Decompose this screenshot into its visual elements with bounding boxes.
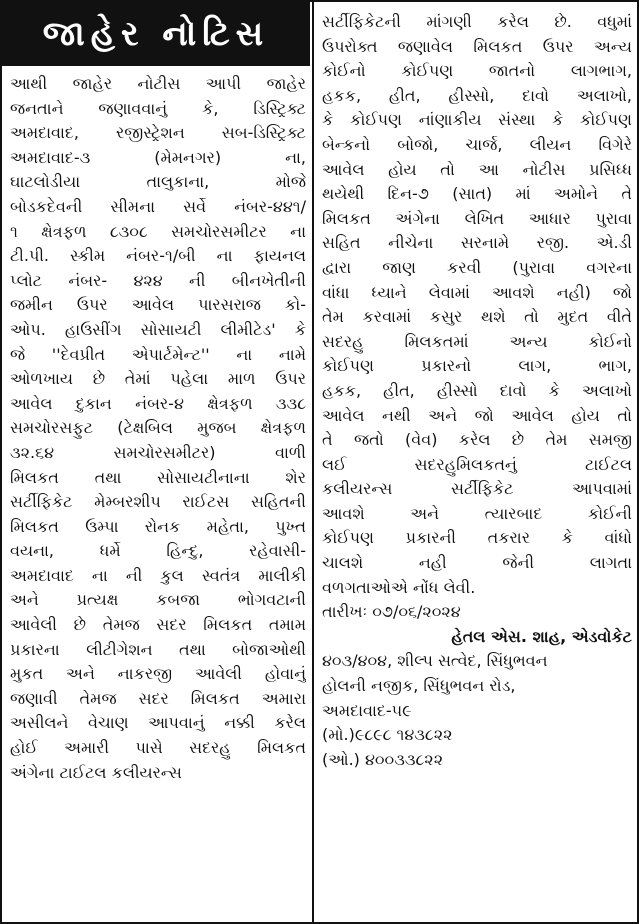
left-text-line: જનતાને જણાવવાનું કે, ડિસ્ટ્રિક્ટ <box>10 98 306 118</box>
left-text-line: હોઈ અમારી પાસે સદરહુ મિલકત <box>10 738 306 758</box>
mobile-number: (મો.)૯૮૯૮ ૧૪૩૮૨૨ <box>322 725 453 745</box>
right-text-line: હકક, હીત, હીસ્સો, દાવો અલાખો, <box>322 85 632 105</box>
office-number: (ઓ.) ૪૦૦૩૩૮૨૨ <box>322 749 444 769</box>
address-line-2: હોલની નજીક, સિંધુભવન રોડ, <box>322 676 516 696</box>
right-text-line: હકક, હીત, હીસ્સો દાવો કે અલાખો <box>322 380 632 400</box>
advocate-name: હેતલ એસ. શાહ, એડવોકેટ <box>451 626 632 646</box>
column-divider <box>312 2 314 922</box>
right-text-line: કોઈપણ પ્રકારની તકરાર કે વાંધો <box>322 528 632 548</box>
notice-title: જાહેર નોટિસ <box>42 14 270 54</box>
left-text-line: અને પ્રત્યક્ષ કબજા ભોગવટાની <box>10 590 306 610</box>
right-text-line: ચાલશે નહી જેની લાગતા <box>322 553 632 573</box>
left-text-line: અમદાવાદ, રજીસ્ટ્રેશન સબ-ડિસ્ટ્રિક્ટ <box>10 123 306 143</box>
left-text-line: ટી.પી. સ્કીમ નંબર-૧/બી ના ફાયનલ <box>10 246 306 266</box>
right-text-line: આવેલ નથી અને જો આવેલ હોય તો <box>322 405 632 425</box>
left-text-line: પ્લોટ નંબર- ૪૨૪ ની બીનખેતીની <box>10 270 306 290</box>
right-text-line: બેન્કનો બોજો, ચાર્જ, લીયન વિગેરે <box>322 134 632 154</box>
right-text-line: તેમ કરવામાં કસુર થશે તો મુદત વીતે <box>322 307 632 327</box>
right-text-line: આવશે અને ત્યારબાદ કોઈની <box>322 503 632 523</box>
right-text-line: સદરહુ મિલકતમાં અન્ય કોઈનો <box>322 331 632 351</box>
right-text-line: થયેથી દિન-૭ (સાત) માં અમોને તે <box>322 184 632 204</box>
address-line-1: ૪૦૩/૪૦૪, શીલ્પ સત્વેદ, સિંધુભવન <box>322 651 548 671</box>
right-text-line: આવેલ હોય તો આ નોટીસ પ્રસિધ્ધ <box>322 159 632 179</box>
left-text-line: સર્ટીફિકેટ મેમ્બરશીપ રાઈટસ સહિતની <box>10 492 306 512</box>
left-text-line: ૧ ક્ષેત્રફળ ૮૩૦૮ સમચોરસમીટર ના <box>10 221 306 241</box>
right-column <box>322 10 632 772</box>
right-text-line: દ્વારા જાણ કરવી (પુરાવા વગરના <box>322 257 632 277</box>
right-text-line: વળગતાઓએ નોંધ લેવી. <box>322 577 476 597</box>
right-text-line: લઈ સદરહુમિલકતનું ટાઈટલ <box>322 454 632 474</box>
left-text-line: આવેલ દુકાન નંબર-૪ ક્ષેત્રફળ ૩૩૮ <box>10 393 306 413</box>
left-text-line: વયના, ધર્મે હિન્દુ, રહેવાસી- <box>10 541 306 561</box>
left-text-line: ઘાટલોડીયા તાલુકાના, મોજે <box>10 172 306 192</box>
left-text-line: આવેલી છે તેમજ સદર મિલકત તમામ <box>10 615 306 635</box>
address-line-3: અમદાવાદ-૫૯ <box>322 700 412 720</box>
left-text-line: બોડકદેવની સીમના સર્વે નંબર-૪૪૧/ <box>10 196 306 216</box>
left-text-line: મિલકત ઉમ્પા રોનક મહેતા, પુખ્ત <box>10 516 306 536</box>
left-text-line: ઓળખાય છે તેમાં પહેલા માળ ઉપર <box>10 369 306 389</box>
left-text-line: જે ''દેવપ્રીત એપાર્ટમેન્ટ'' ના નામે <box>10 344 306 364</box>
notice-date: તારીખઃ ૦૭/૦૬/૨૦૨૪ <box>322 602 461 622</box>
right-column-body <box>322 10 632 600</box>
right-text-line: ઉપરોક્ત જણાવેલ મિલકત ઉપર અન્ય <box>322 36 632 56</box>
left-text-line: સમચોરસફુટ (ટેક્ષબિલ મુજબ ક્ષેત્રફળ <box>10 418 306 438</box>
right-text-line: સહિત નીચેના સરનામે રજી. એ.ડી <box>322 233 632 253</box>
left-column <box>10 72 306 785</box>
left-text-line: મુકત અને નાકરજી આવેલી હોવાનું <box>10 664 306 684</box>
right-text-line: કલીયરન્સ સર્ટીફિકેટ આપવામાં <box>322 479 632 499</box>
right-text-line: વાંધા ધ્યાને લેવામાં આવશે નહી) જો <box>322 282 632 302</box>
left-text-line: પ્રકારના લીટીગેશન તથા બોજાઓથી <box>10 639 306 659</box>
left-text-line: ઓપ. હાઉસીંગ સોસાયટી લીમીટેડ' કે <box>10 319 306 339</box>
right-text-line: મિલકત અંગેના લેખિત આધાર પુરાવા <box>322 208 632 228</box>
left-text-line: જણાવી તેમજ સદર મિલકત અમારા <box>10 688 306 708</box>
left-text-line: અમદાવાદ-૩ (મેમનગર) ના, <box>10 147 306 167</box>
right-text-line: કોઈનો કોઈપણ જાતનો લાગભાગ, <box>322 61 632 81</box>
left-text-line: અસીલને વેચાણ આપવાનું નક્કી કરેલ <box>10 713 306 733</box>
right-text-line: કોઈપણ પ્રકારનો લાગ, ભાગ, <box>322 356 632 376</box>
right-text-line: કે કોઈપણ નાંણાકીય સંસ્થા કે કોઈપણ <box>322 110 632 130</box>
left-text-line: જમીન ઉપર આવેલ પારસરાજ કો- <box>10 295 306 315</box>
notice-footer <box>322 600 632 772</box>
left-text-line: ૩૨.૬૪ સમચોરસમીટર) વાળી <box>10 442 306 462</box>
title-banner <box>2 2 310 66</box>
left-text-line: આથી જાહેર નોટીસ આપી જાહેર <box>10 74 306 93</box>
right-text-line: સર્ટીફિકેટની માંગણી કરેલ છે. વધુમાં <box>322 12 632 31</box>
left-text-line: અમદાવાદ ના ની કુલ સ્વતંત્ર માલીકી <box>10 565 306 585</box>
left-text-line: અંગેના ટાઈટલ કલીયરન્સ <box>10 762 182 782</box>
left-text-line: મિલકત તથા સોસાયટીનાના શેર <box>10 467 306 487</box>
right-text-line: તે જતો (વેવ) કરેલ છે તેમ સમજી <box>322 430 632 450</box>
